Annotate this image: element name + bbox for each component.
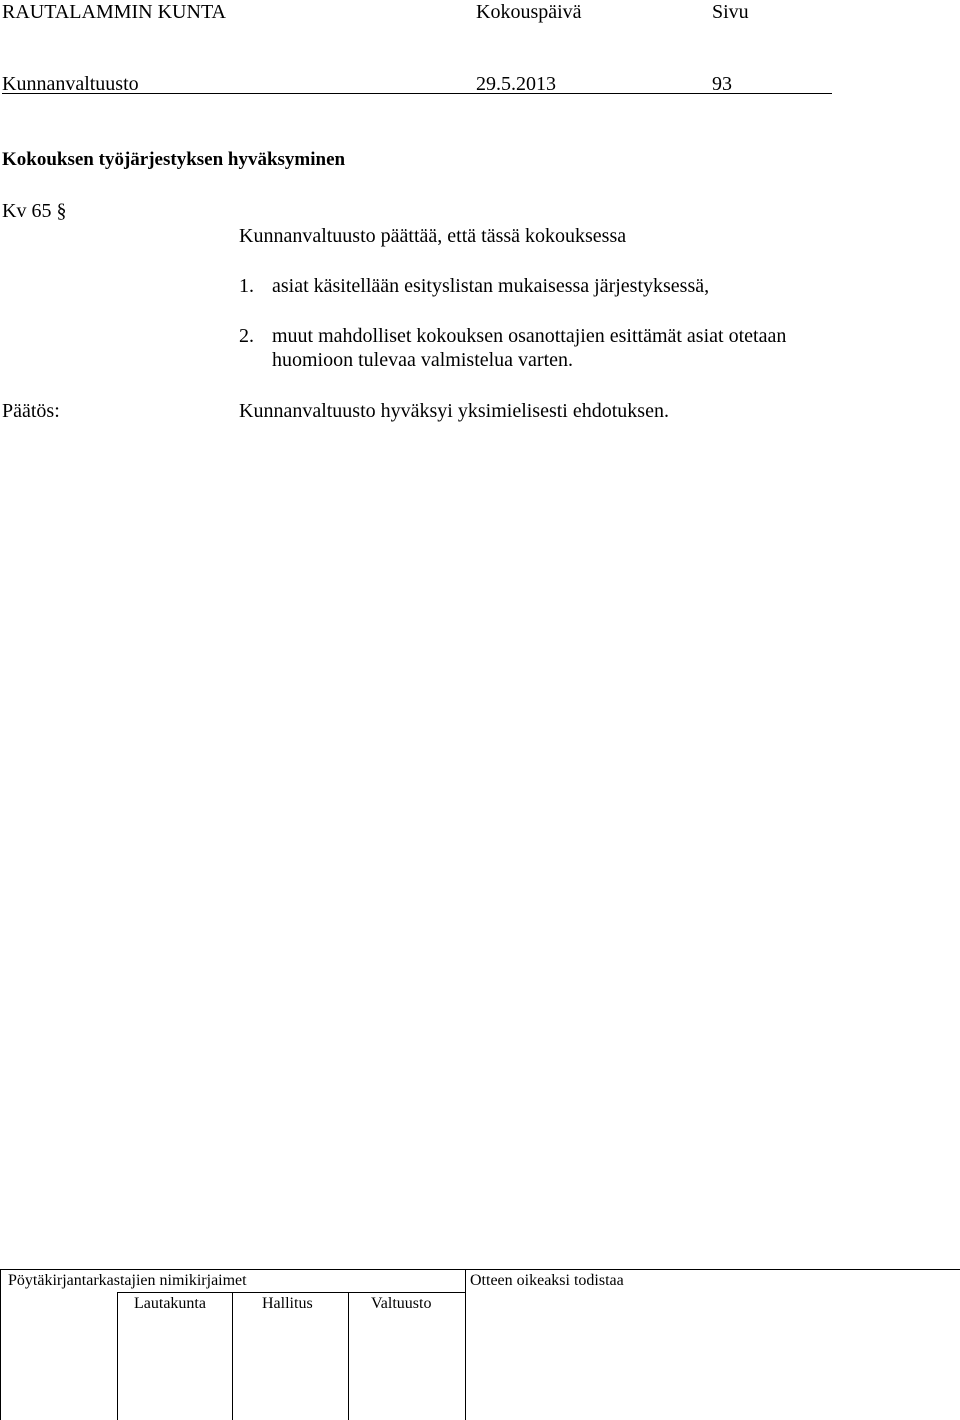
- list-item-number: 2.: [239, 325, 254, 347]
- list-item-text: asiat käsitellään esityslistan mukaisessa järjestyksessä,: [272, 275, 710, 297]
- table-left-border: [0, 1269, 1, 1420]
- organization-name: RAUTALAMMIN KUNTA: [2, 1, 227, 23]
- signature-table: [0, 1268, 960, 1420]
- paragraph-reference: Kv 65 §: [2, 200, 67, 222]
- signatures-label: Pöytäkirjantarkastajien nimikirjaimet: [8, 1272, 247, 1289]
- certified-label: Otteen oikeaksi todistaa: [470, 1272, 624, 1289]
- column-header-hallitus: Hallitus: [262, 1295, 313, 1312]
- table-column-divider: [465, 1269, 466, 1420]
- column-header-valtuusto: Valtuusto: [371, 1295, 432, 1312]
- list-item-number: 1.: [239, 275, 254, 297]
- table-row-divider: [117, 1292, 465, 1293]
- proposal-intro: Kunnanvaltuusto päättää, että tässä kokouksessa: [239, 225, 627, 247]
- decision-label: Päätös:: [2, 400, 60, 422]
- table-column-divider: [117, 1292, 118, 1420]
- list-item-text: muut mahdolliset kokouksen osanottajien esittämät asiat otetaan: [272, 325, 787, 347]
- decision-text: Kunnanvaltuusto hyväksyi yksimielisesti ehdotuksen.: [239, 400, 669, 422]
- table-column-divider: [232, 1292, 233, 1420]
- table-top-border: [0, 1269, 960, 1270]
- table-column-divider: [348, 1292, 349, 1420]
- meeting-date: 29.5.2013: [476, 73, 556, 95]
- meeting-body: Kunnanvaltuusto: [2, 73, 139, 95]
- header-divider: [2, 93, 832, 94]
- page-number: 93: [712, 73, 732, 95]
- section-title: Kokouksen työjärjestyksen hyväksyminen: [2, 149, 346, 170]
- page-label: Sivu: [712, 1, 749, 23]
- meeting-date-label: Kokouspäivä: [476, 1, 582, 23]
- list-item-text-continued: huomioon tulevaa valmistelua varten.: [272, 349, 574, 371]
- column-header-lautakunta: Lautakunta: [134, 1295, 206, 1312]
